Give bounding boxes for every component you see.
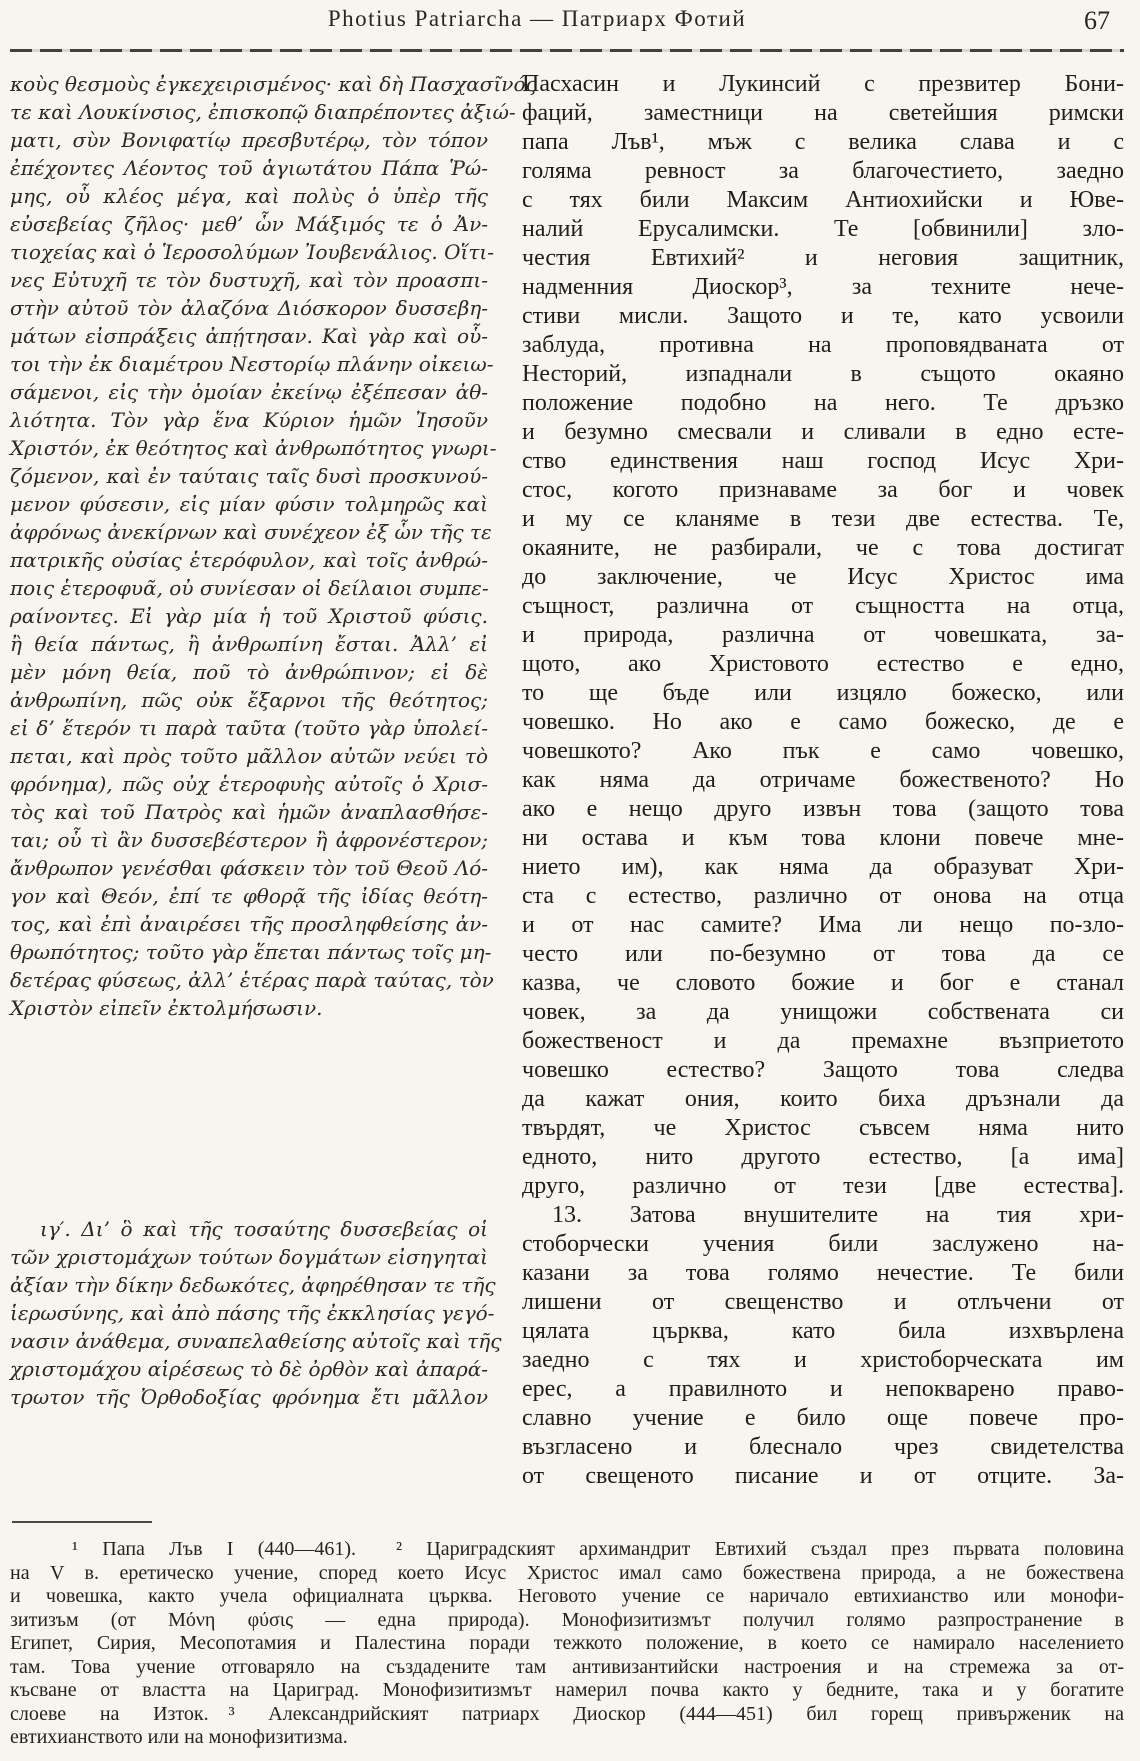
- text-line: и природа, различна от човешката, за-: [522, 622, 1124, 648]
- text-line: στὴν αὐτοῦ τὸν ἀλαζόνα Διόσκορον δυσσεβη-: [10, 296, 488, 320]
- text-line: ται; οὗ τὶ ἂν δυσσεβέστερον ἢ ἀφρονέστερον;: [10, 828, 488, 852]
- text-line: славно учение е било още повече про-: [522, 1405, 1124, 1431]
- text-line: казани за това голямо нечестие. Те били: [522, 1260, 1124, 1286]
- text-line: друго, различно от тези [две естества].: [522, 1173, 1124, 1199]
- running-title: Photius Patriarcha — Патриарх Фотий: [327, 6, 747, 31]
- text-line: τῶν χριστομάχων τούτων δογμάτων εἰσηγηταὶ: [10, 1245, 488, 1269]
- text-line: ιγ′. Δι’ ὃ καὶ τῆς τοσαύτης δυσσεβείας οἱ: [40, 1217, 488, 1241]
- text-line: μενον φύσεσιν, εἰς μίαν φύσιν τολμηρῶς καὶ: [10, 492, 488, 516]
- text-line: и безумно смесвали и сливали в едно есте-: [522, 419, 1124, 445]
- footnote-separator-rule: [12, 1521, 152, 1523]
- text-line: окаяните, не разбирали, че с това достигат: [522, 535, 1124, 561]
- text-line: зитизъм (от Μόνη φύσις — една природа). Монофизитизмът получил голямо разпространение в: [10, 1608, 1124, 1631]
- text-line: цялата църква, като била изхвърлена: [522, 1318, 1124, 1344]
- text-line: ἀξίαν τὴν δίκην δεδωκότες, ἀφηρέθησαν τε τῆς: [10, 1273, 496, 1297]
- text-line: ἀνθρωπίνη, πῶς οὐκ ἔξαρνοι τῆς θεότητος;: [10, 688, 488, 712]
- text-line: стоборчески учения били заслужено на-: [522, 1231, 1124, 1257]
- text-line: как няма да отричаме божественото? Но: [522, 767, 1124, 793]
- text-line: надменния Диоскор³, за техните нече-: [522, 274, 1124, 300]
- text-line: τὸς καὶ τοῦ Πατρὸς καὶ ἡμῶν ἀναπλασθήσε-: [10, 800, 488, 824]
- text-line: папа Лъв¹, мъж с велика слава и с: [522, 129, 1124, 155]
- text-line: εὐσεβείας ζῆλος· μεθ’ ὧν Μάξιμός τε ὁ Ἀν-: [10, 212, 488, 236]
- text-line: голяма ревност за благочестието, заедно: [522, 158, 1124, 184]
- text-line: казва, че словото божие и бог е станал: [522, 970, 1124, 996]
- text-line: до заключение, че Исус Христос има: [522, 564, 1124, 590]
- column-gutter: [488, 70, 522, 1491]
- text-line: евтихианството или на монофизитизма.: [10, 1726, 348, 1748]
- text-line: едното, нито другото естество, [а има]: [522, 1144, 1124, 1170]
- text-line: ζόμενον, καὶ ἐν ταύταις ταῖς δυσὶ προσκυνού-: [10, 464, 488, 488]
- text-line: човешко. Но ако е само божеско, де е: [522, 709, 1124, 735]
- text-line: Χριστόν, ἐκ θεότητος καὶ ἀνθρωπότητος γνωρι-: [10, 436, 497, 460]
- text-line: възгласено и блеснало чрез свидетелства: [522, 1434, 1124, 1460]
- text-line: εἰ δ’ ἕτερόν τι παρὰ ταῦτα (τοῦτο γὰρ ὑπολεί-: [10, 716, 488, 740]
- text-line: божественост и да премахне възприетото: [522, 1028, 1124, 1054]
- text-line: ста с естество, различно от онова на отца: [522, 883, 1124, 909]
- text-line: да кажат ония, които биха дръзнали да: [522, 1086, 1124, 1112]
- text-line: 13. Затова внушителите на тия хри-: [552, 1202, 1124, 1228]
- text-line: τος, καὶ ἐπὶ ἀναιρέσει τῆς προσληφθείσης ἀν-: [10, 912, 488, 936]
- text-line: τρωτον τῆς Ὀρθοδοξίας φρόνημα ἔτι μᾶλλον: [10, 1385, 488, 1409]
- text-line: същност, различна от същността на отца,: [522, 593, 1124, 619]
- text-line: θρωπότητος; τοῦτο γὰρ ἕπεται πάντως τοῖς μη-: [10, 940, 492, 964]
- text-line: ραίνοντες. Εἰ γὰρ μία ἡ τοῦ Χριστοῦ φύσις.: [10, 604, 488, 628]
- page-header: [10, 6, 1124, 40]
- text-line: σάμενοι, εἰς τὴν ὁμοίαν ἐκείνῳ ἐξέπεσαν ἀθ-: [10, 380, 488, 404]
- text-line: ако е нещо друго извън това (защото това: [522, 796, 1124, 822]
- text-line: ἱερωσύνης, καὶ ἀπὸ πάσης τῆς ἐκκλησίας γεγό-: [10, 1301, 495, 1325]
- text-line: нието им), как няма да образуват Хри-: [522, 854, 1124, 880]
- paragraph: [522, 1201, 1124, 1491]
- text-line: налий Ерусалимски. Те [обвинили] зло-: [522, 216, 1124, 242]
- text-line: Пасхасин и Лукинсий с презвитер Бони-: [522, 71, 1124, 97]
- text-line: стиви мисли. Защото и те, като усвоили: [522, 303, 1124, 329]
- text-line: там. Това учение отговаряло на създадените там антивизантийски настроения и на стремежа за от-: [10, 1655, 1124, 1678]
- text-line: ματι, σὺν Βονιφατίῳ πρεσβυτέρῳ, τὸν τόπον: [10, 128, 488, 152]
- paragraph: [10, 1215, 502, 1411]
- text-line: ¹ Папа Лъв I (440—461). ² Цариградският архимандрит Евтихий създал през първата половина: [72, 1538, 1124, 1560]
- text-line: Χριστὸν εἰπεῖν ἐκτολμήσωσιν.: [10, 996, 323, 1020]
- text-line: заедно с тях и христоборческата им: [522, 1347, 1124, 1373]
- text-line: то ще бъде или изцяло божеско, или: [522, 680, 1124, 706]
- paragraph: [10, 70, 537, 1022]
- text-line: фаций, заместници на светейшия римски: [522, 100, 1124, 126]
- text-line: τοι τὴν ἐκ διαμέτρου Νεστορίῳ πλάνην οἰκειω-: [10, 352, 494, 376]
- page-number: 67: [1084, 6, 1110, 35]
- text-line: Египет, Сирия, Месопотамия и Палестина поради тежкото положение, в което се намирало населението: [10, 1632, 1124, 1654]
- text-line: твърдят, че Христос съвсем няма нито: [522, 1115, 1124, 1141]
- text-line: μης, οὗ κλέος μέγα, καὶ πολὺς ὁ ὑπὲρ τῆς: [10, 184, 488, 208]
- text-line: πατρικῆς οὐσίας ἑτερόφυλον, καὶ τοῖς ἀνθρώ-: [10, 548, 488, 572]
- text-line: човек, за да унищожи собствената си: [522, 999, 1124, 1025]
- text-line: νασιν ἀνάθεμα, συναπελαθείσης αὐτοῖς καὶ τῆς: [10, 1329, 502, 1353]
- text-line: γον καὶ Θεόν, ἐπί τε φθορᾷ τῆς ἰδίας θεότη-: [10, 884, 488, 908]
- text-line: τιοχείας καὶ ὁ Ἱεροσολύμων Ἰουβενάλιος. Οἵτι-: [10, 240, 495, 264]
- text-line: с тях били Максим Антиохийски и Юве-: [522, 187, 1124, 213]
- text-line: ἀφρόνως ἀνεκίρνων καὶ συνέχεον ἐξ ὧν τῆς τε: [10, 520, 492, 544]
- text-line: на V в. еретическо учение, според което Исус Христос имал само божествена природа, а не божествена: [10, 1561, 1124, 1584]
- text-line: Несторий, изпаднали в същото окаяно: [522, 361, 1124, 387]
- text-line: ἐπέχοντες Λέοντος τοῦ ἁγιωτάτου Πάπα Ῥώ-: [10, 156, 488, 180]
- text-line: ποις ἑτεροφυᾶ, οὐ συνίεσαν οἱ δείλαιοι συμπε-: [10, 576, 489, 600]
- paragraph: [10, 1538, 1124, 1750]
- text-line: и му се кланяме в тези две естества. Те,: [522, 506, 1124, 532]
- text-line: μὲν μόνη θεία, ποῦ τὸ ἀνθρώπινον; εἰ δὲ: [10, 660, 488, 684]
- text-line: τε καὶ Λουκίνσιος, ἐπισκοπῷ διαπρέποντες ἀξιώ-: [10, 100, 516, 124]
- text-line: μάτων εἰσπράξεις ἀπῄτησαν. Καὶ γὰρ καὶ οὗ-: [10, 324, 488, 348]
- text-line: честия Евтихий² и неговия защитник,: [522, 245, 1124, 271]
- text-line: νες Εὐτυχῆ τε τὸν δυστυχῆ, καὶ τὸν προασπι-: [10, 268, 488, 292]
- greek-text-column: [10, 70, 537, 1491]
- text-line: и от нас самите? Има ли нещо по-зло-: [522, 912, 1124, 938]
- text-line: човешко естество? Защото това следва: [522, 1057, 1124, 1083]
- text-line: ерес, а правилното и непокварено право-: [522, 1376, 1124, 1402]
- text-line: ство единствения наш господ Исус Хри-: [522, 448, 1124, 474]
- text-line: δετέρας φύσεως, ἀλλ’ ἑτέρας παρὰ ταύτας, τὸν: [10, 968, 494, 992]
- text-line: слоеве на Изток. ³ Александрийският патриарх Диоскор (444—451) бил горещ привърженик на: [10, 1702, 1124, 1725]
- text-line: λιότητα. Τὸν γὰρ ἕνα Κύριον ἡμῶν Ἰησοῦν: [10, 408, 488, 432]
- text-line: положение подобно на него. Те дръзко: [522, 390, 1124, 416]
- text-line: лишени от свещенство и отлъчени от: [522, 1289, 1124, 1315]
- paragraph: [522, 70, 1124, 1201]
- text-line: и човешка, както учела официалната църква. Неговото учение се наричало евтихианство или монофи-: [10, 1585, 1124, 1607]
- text-line: стос, когото признаваме за бог и човек: [522, 477, 1124, 503]
- two-column-body: [10, 70, 1124, 1491]
- bulgarian-translation-column: [522, 70, 1124, 1491]
- text-line: човешкото? Ако пък е само човешко,: [522, 738, 1124, 764]
- text-line: заблуда, противна на проповядваната от: [522, 332, 1124, 358]
- text-line: ἢ θεία πάντως, ἢ ἀνθρωπίνη ἔσται. Ἀλλ’ εἰ: [10, 632, 488, 656]
- text-line: щото, ако Христовото естество е едно,: [522, 651, 1124, 677]
- text-line: ни остава и към това клони повече мне-: [522, 825, 1124, 851]
- text-line: късване от властта на Цариград. Монофизитизмът намерил почва както у бедните, така и у богатите: [10, 1679, 1124, 1701]
- footnotes-block: [10, 1538, 1124, 1750]
- header-rule: [10, 49, 1124, 52]
- text-line: ἄνθρωπον γενέσθαι φάσκειν τὸν τοῦ Θεοῦ Λό-: [10, 856, 488, 880]
- text-line: от свещеното писание и от отците. За-: [522, 1463, 1124, 1489]
- text-line: κοὺς θεσμοὺς ἐγκεχειρισμένος· καὶ δὴ Πασχασῖνός: [10, 72, 537, 96]
- text-line: често или по-безумно от това да се: [522, 941, 1124, 967]
- text-line: πεται, καὶ πρὸς τοῦτο μᾶλλον αὐτῶν νεύει τὸ: [10, 744, 488, 768]
- text-line: χριστομάχου αἱρέσεως τὸ δὲ ὀρθὸν καὶ ἀπαρά-: [10, 1357, 488, 1381]
- text-line: φρόνημα), πῶς οὐχ ἑτεροφυὴς αὐτοῖς ὁ Χρισ-: [10, 772, 488, 796]
